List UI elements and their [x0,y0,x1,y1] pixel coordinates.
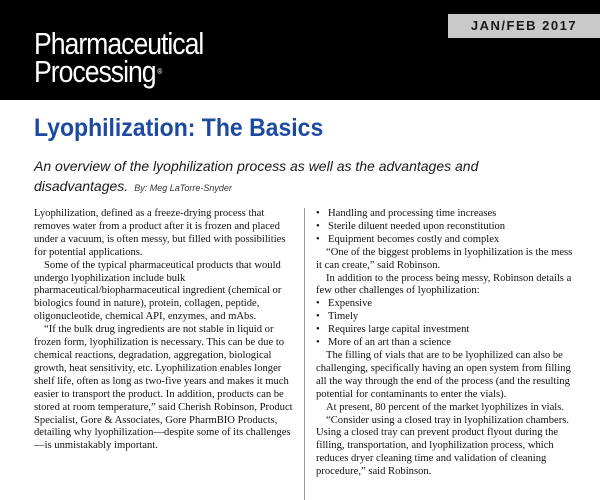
paragraph: “If the bulk drug ingredients are not stable in liquid or frozen form, lyophilization is necessary. This can be due to chemical reactions, degradation, aggregation, biological growth, heat sensitivity, etc. Lyophilization enables longer shelf life, often as long as two-five years and makes it much easier to transport the product. In addition, products can be stored at room temperature,” said Cherish Robinson, Product Specialist, Gore & Associates, Gore PharmBIO Products, detailing why lyophilization—despite some of its challenges—is unmistakably important. [34,324,293,452]
paragraph: Lyophilization, defined as a freeze-drying process that removes water from a product after it is frozen and placed under a vacuum, is often messy, but filled with possibilities for potential applications. [34,208,286,258]
paragraph: “Consider using a closed tray in lyophilization chambers. Using a closed tray can prevent product flyout during the filling, transportation, and lyophilization process, which reduces dryer cleaning time and validation of cleaning procedure,” said Robinson. [316,414,570,478]
subtitle-text: An overview of the lyophilization process as well as the advantages and disadvantages. [34,158,479,194]
masthead [0,0,600,100]
right-column [316,208,576,479]
left-column [34,208,296,453]
list-item: • Expensive [316,298,576,311]
brand-line-2: Processing [34,54,156,89]
paragraph: “One of the biggest problems in lyophilization is the mess it can create,” said Robinson. [316,246,573,271]
paragraph: At present, 80 percent of the market lyophilizes in vials. [326,401,564,413]
brand-logo [34,26,204,89]
list-item: • Requires large capital investment [316,324,576,337]
registered-mark: ® [157,67,163,76]
paragraph: The filling of vials that are to be lyophilized can also be challenging, specifically having an open system from filling all the way through the end of the process (and the resulting potential for contaminants to enter the vials). [316,349,571,400]
brand-line-1: Pharmaceutical [34,26,204,61]
list-item: • More of an art than a science [316,337,576,350]
bullet-list-challenges [316,298,576,350]
article-byline: By: Meg LaTorre-Snyder [134,183,232,193]
list-item: • Equipment becomes costly and complex [316,234,576,247]
paragraph: Some of the typical pharmaceutical products that would undergo lyophilization include bulk pharmaceutical/biopharmaceutical ingredient (chemical or biologics found in nature), protein, collagen, peptide, oligonucleotide, chemical API, enzymes, and mAbs. [34,259,282,323]
bullet-list-disadvantages [316,208,576,247]
list-item: • Timely [316,311,576,324]
article-title: Lyophilization: The Basics [34,114,324,142]
paragraph: In addition to the process being messy, Robinson details a few other challenges of lyophilization: [316,272,572,297]
column-divider [304,208,305,500]
article-subtitle [34,156,554,198]
list-item: • Sterile diluent needed upon reconstitution [316,221,576,234]
list-item: • Handling and processing time increases [316,208,576,221]
issue-date-badge: JAN/FEB 2017 [448,14,600,38]
